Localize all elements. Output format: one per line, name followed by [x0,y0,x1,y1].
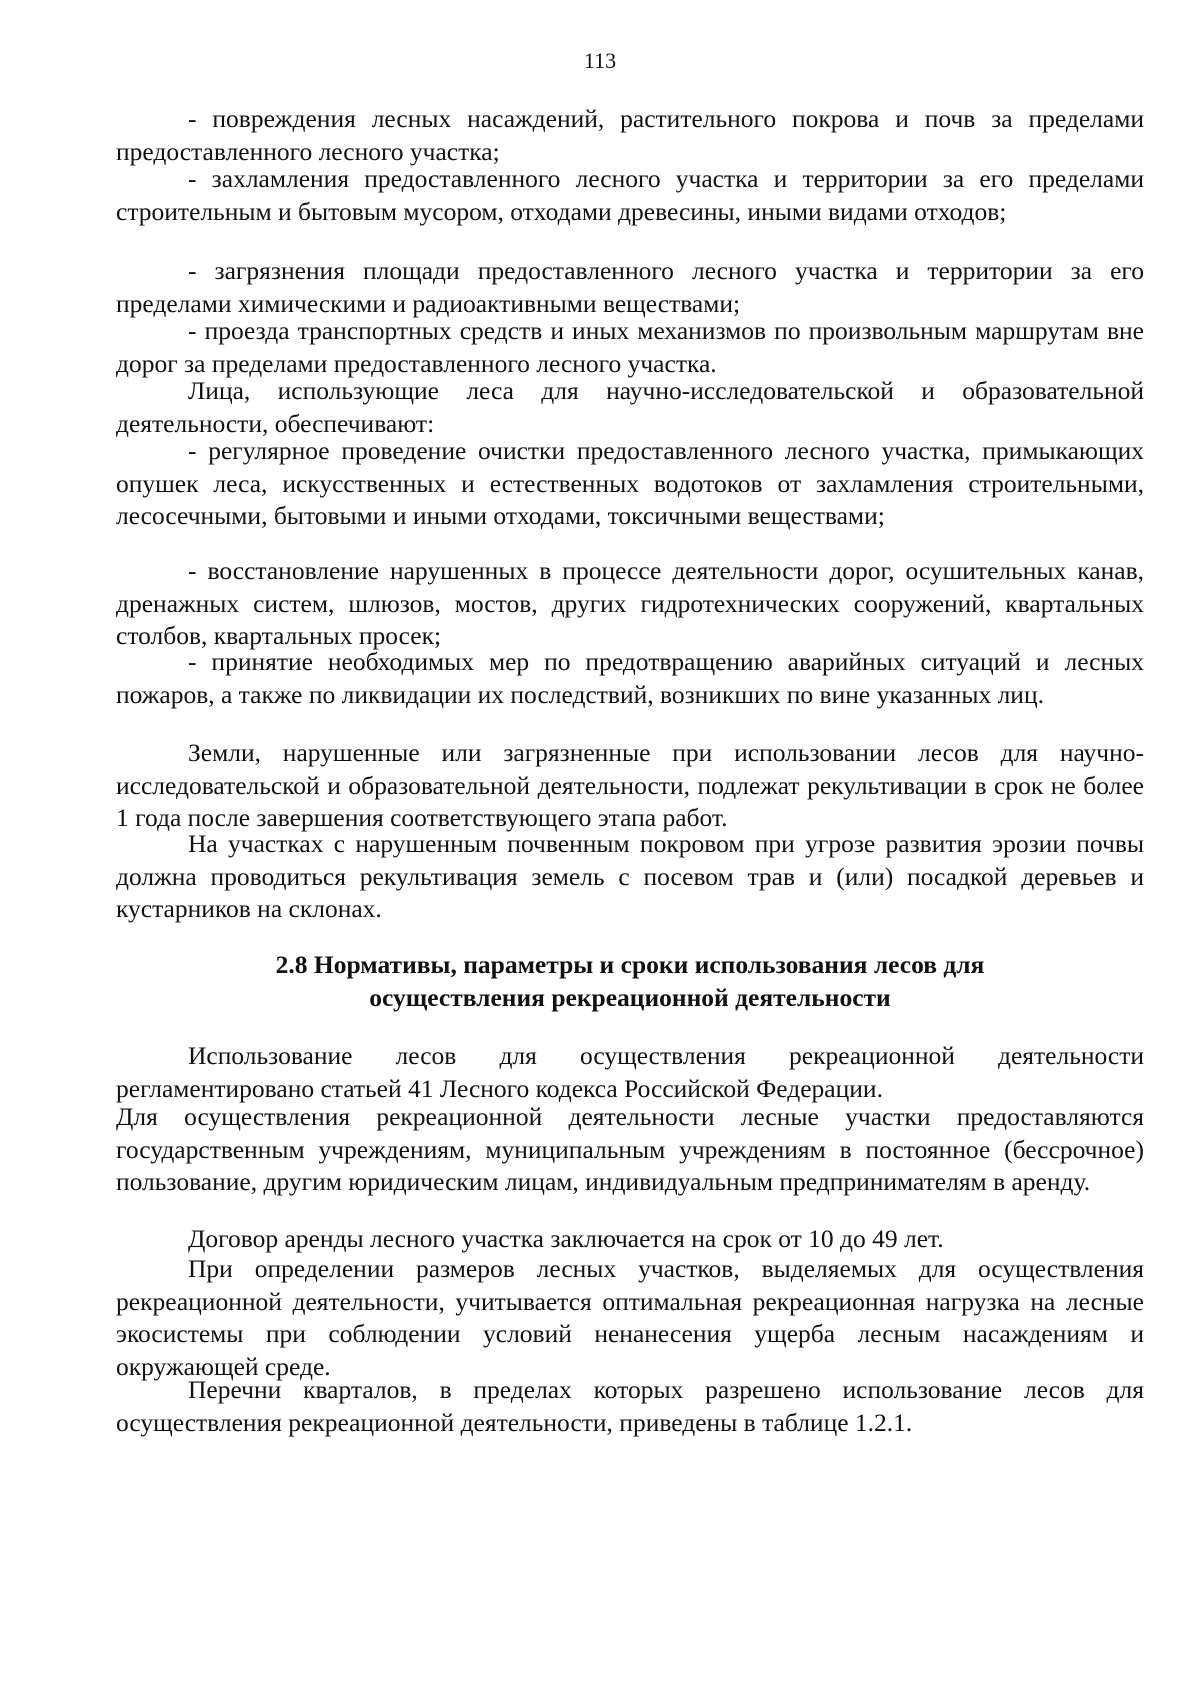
paragraph-littering-ban: - захламления предоставленного лесного участка и территории за его пределами строительным и бытовым мусором, отходами древесины, иными видами отходов; [116,164,1144,226]
page-number: 113 [583,48,617,73]
paragraph-lease-term: Договор аренды лесного участка заключается на срок от 10 до 49 лет. [188,1224,944,1253]
paragraph-vehicle-ban: - проезда транспортных средств и иных механизмов по произвольным маршрутам вне дорог за пределами предоставленного лесного участка. [116,316,1144,378]
paragraph-erosion: На участках с нарушенным почвенным покровом при угрозе развития эрозии почвы должна проводиться рекультивация земель с посевом трав и (или) посадкой деревьев и кустарников на склонах. [116,829,1144,924]
paragraph-cleaning: - регулярное проведение очистки предоставленного лесного участка, примыкающих опушек леса, искусственных и естественных водотоков от захламления строительными, лесосечными, бытовыми и иными отходами, токсичными веществами; [116,436,1144,531]
paragraph-quarters-list: Перечни кварталов, в пределах которых разрешено использование лесов для осуществления рекреационной деятельности, приведены в таблице 1.2.1. [116,1375,1144,1437]
paragraph-restoration: - восстановление нарушенных в процессе деятельности дорог, осушительных канав, дренажных систем, шлюзов, мостов, других гидротехнических сооружений, квартальных столбов, квартальных просек; [116,556,1144,651]
section-heading-line2: осуществления рекреационной деятельности [369,983,891,1012]
paragraph-recreational-load: При определении размеров лесных участков, выделяемых для осуществления рекреационной деятельности, учитывается оптимальная рекреационная нагрузка на лесные экосистемы при соблюдении условий ненанесения ущерба лесным насаждениям и окружающей среде. [116,1254,1144,1381]
section-heading [116,948,1144,1014]
paragraph-recreation-regulation: Использование лесов для осуществления рекреационной деятельности регламентировано статьей 41 Лесного кодекса Российской Федерации. [116,1041,1144,1103]
section-heading-line1: 2.8 Нормативы, параметры и сроки использования лесов для [275,950,985,979]
paragraph-pollution-ban: - загрязнения площади предоставленного лесного участка и территории за его пределами химическими и радиоактивными веществами; [116,256,1144,318]
paragraph-damage-ban: - повреждения лесных насаждений, растительного покрова и почв за пределами предоставленного лесного участка; [116,104,1144,166]
paragraph-land-reclamation: Земли, нарушенные или загрязненные при использовании лесов для научно-исследовательской и образовательной деятельности, подлежат рекультивации в срок не более 1 года после завершения соответствующего этапа работ. [116,738,1144,833]
paragraph-fire-prevention: - принятие необходимых мер по предотвращению аварийных ситуаций и лесных пожаров, а также по ликвидации их последствий, возникших по вине указанных лиц. [116,647,1144,709]
paragraph-obligations-intro: Лица, использующие леса для научно-исследовательской и образовательной деятельности, обеспечивают: [116,376,1144,438]
paragraph-recreation-provision: Для осуществления рекреационной деятельности лесные участки предоставляются государственным учреждениям, муниципальным учреждениям в постоянное (бессрочное) пользование, другим юридическим лицам, индивидуальным предпринимателям в аренду. [116,1102,1144,1197]
